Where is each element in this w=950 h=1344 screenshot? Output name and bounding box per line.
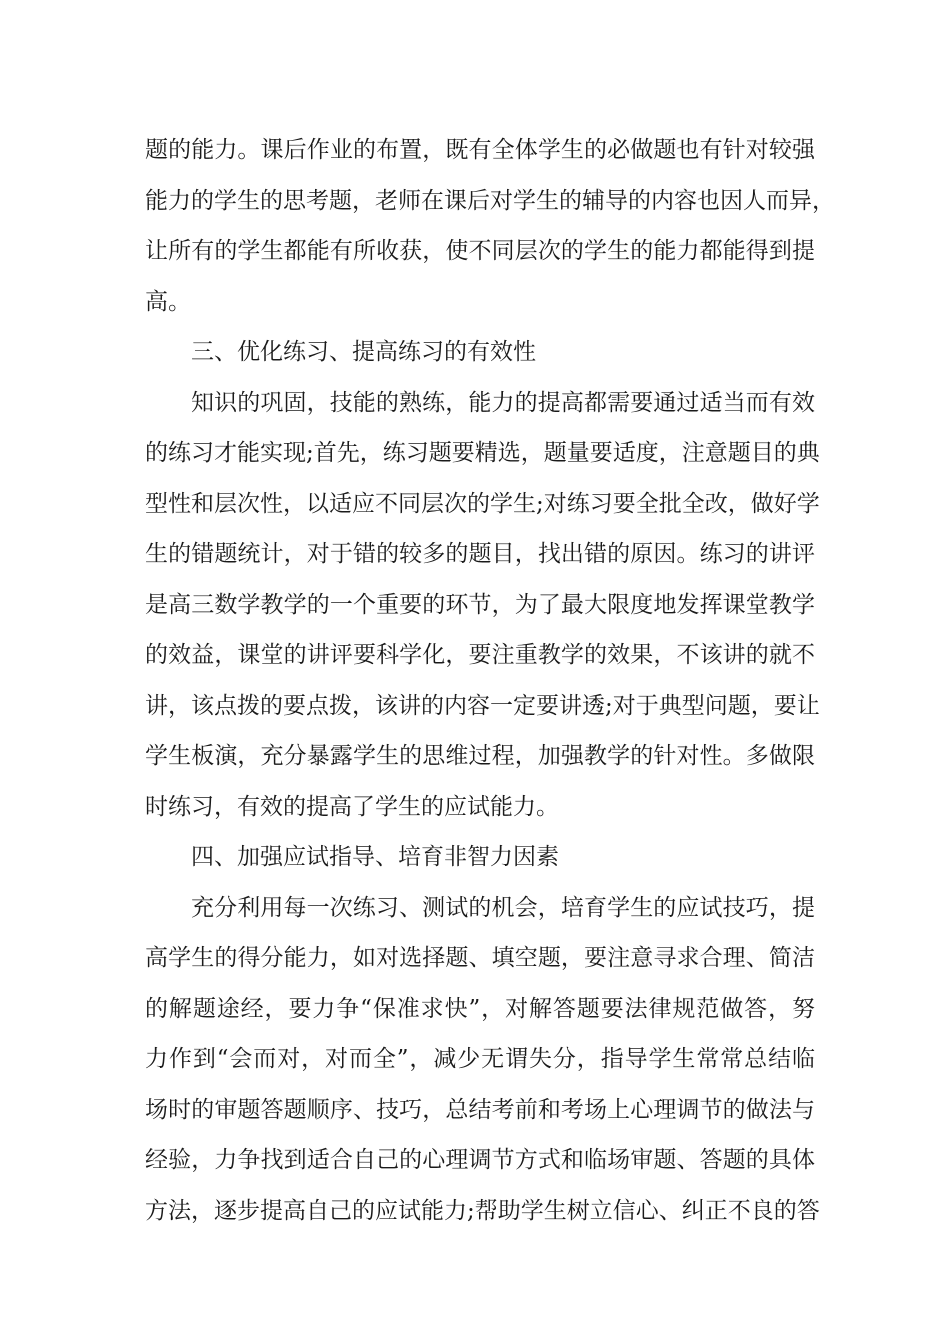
paragraph-line: 生的错题统计，对于错的较多的题目，找出错的原因。练习的讲评 [145, 541, 815, 567]
paragraph-line: 题的能力。课后作业的布置，既有全体学生的必做题也有针对较强 [145, 137, 815, 163]
paragraph-line: 型性和层次性，以适应不同层次的学生;对练习要全批全改，做好学 [145, 490, 820, 517]
paragraph-line: 高。 [145, 288, 191, 315]
section-heading: 三、优化练习、提高练习的有效性 [191, 339, 536, 365]
paragraph-line: 充分利用每一次练习、测试的机会，培育学生的应试技巧，提 [191, 894, 815, 921]
paragraph-line: 的效益，课堂的讲评要科学化，要注重教学的效果，不该讲的就不 [145, 642, 815, 668]
paragraph-line: 经验，力争找到适合自己的心理调节方式和临场审题、答题的具体 [145, 1147, 815, 1173]
paragraph-line: 学生板演，充分暴露学生的思维过程，加强教学的针对性。多做限 [145, 743, 815, 769]
paragraph-line: 方法，逐步提高自己的应试能力;帮助学生树立信心、纠正不良的答 [145, 1197, 820, 1224]
paragraph-line: 知识的巩固，技能的熟练，能力的提高都需要通过适当而有效 [191, 389, 815, 416]
document-body [145, 125, 835, 1236]
paragraph-line: 是高三数学教学的一个重要的环节，为了最大限度地发挥课堂教学 [145, 591, 815, 618]
paragraph-line: 场时的审题答题顺序、技巧，总结考前和考场上心理调节的做法与 [145, 1096, 815, 1123]
paragraph-line: 能力的学生的思考题，老师在课后对学生的辅导的内容也因人而异， [145, 187, 835, 214]
paragraph-line: 让所有的学生都能有所收获，使不同层次的学生的能力都能得到提 [145, 238, 815, 264]
paragraph-line: 时练习，有效的提高了学生的应试能力。 [145, 793, 559, 820]
paragraph-line: 讲，该点拨的要点拨，该讲的内容一定要讲透;对于典型问题，要让 [145, 692, 820, 719]
paragraph-line: 的解题途经，要力争“保准求快”，对解答题要法律规范做答，努 [145, 995, 815, 1022]
paragraph-line: 力作到“会而对，对而全”，减少无谓失分，指导学生常常总结临 [145, 1046, 815, 1072]
paragraph-line: 的练习才能实现;首先，练习题要精选，题量要适度，注意题目的典 [145, 440, 820, 466]
section-heading: 四、加强应试指导、培育非智力因素 [191, 844, 559, 870]
paragraph-line: 高学生的得分能力，如对选择题、填空题，要注意寻求合理、简洁 [145, 945, 815, 971]
